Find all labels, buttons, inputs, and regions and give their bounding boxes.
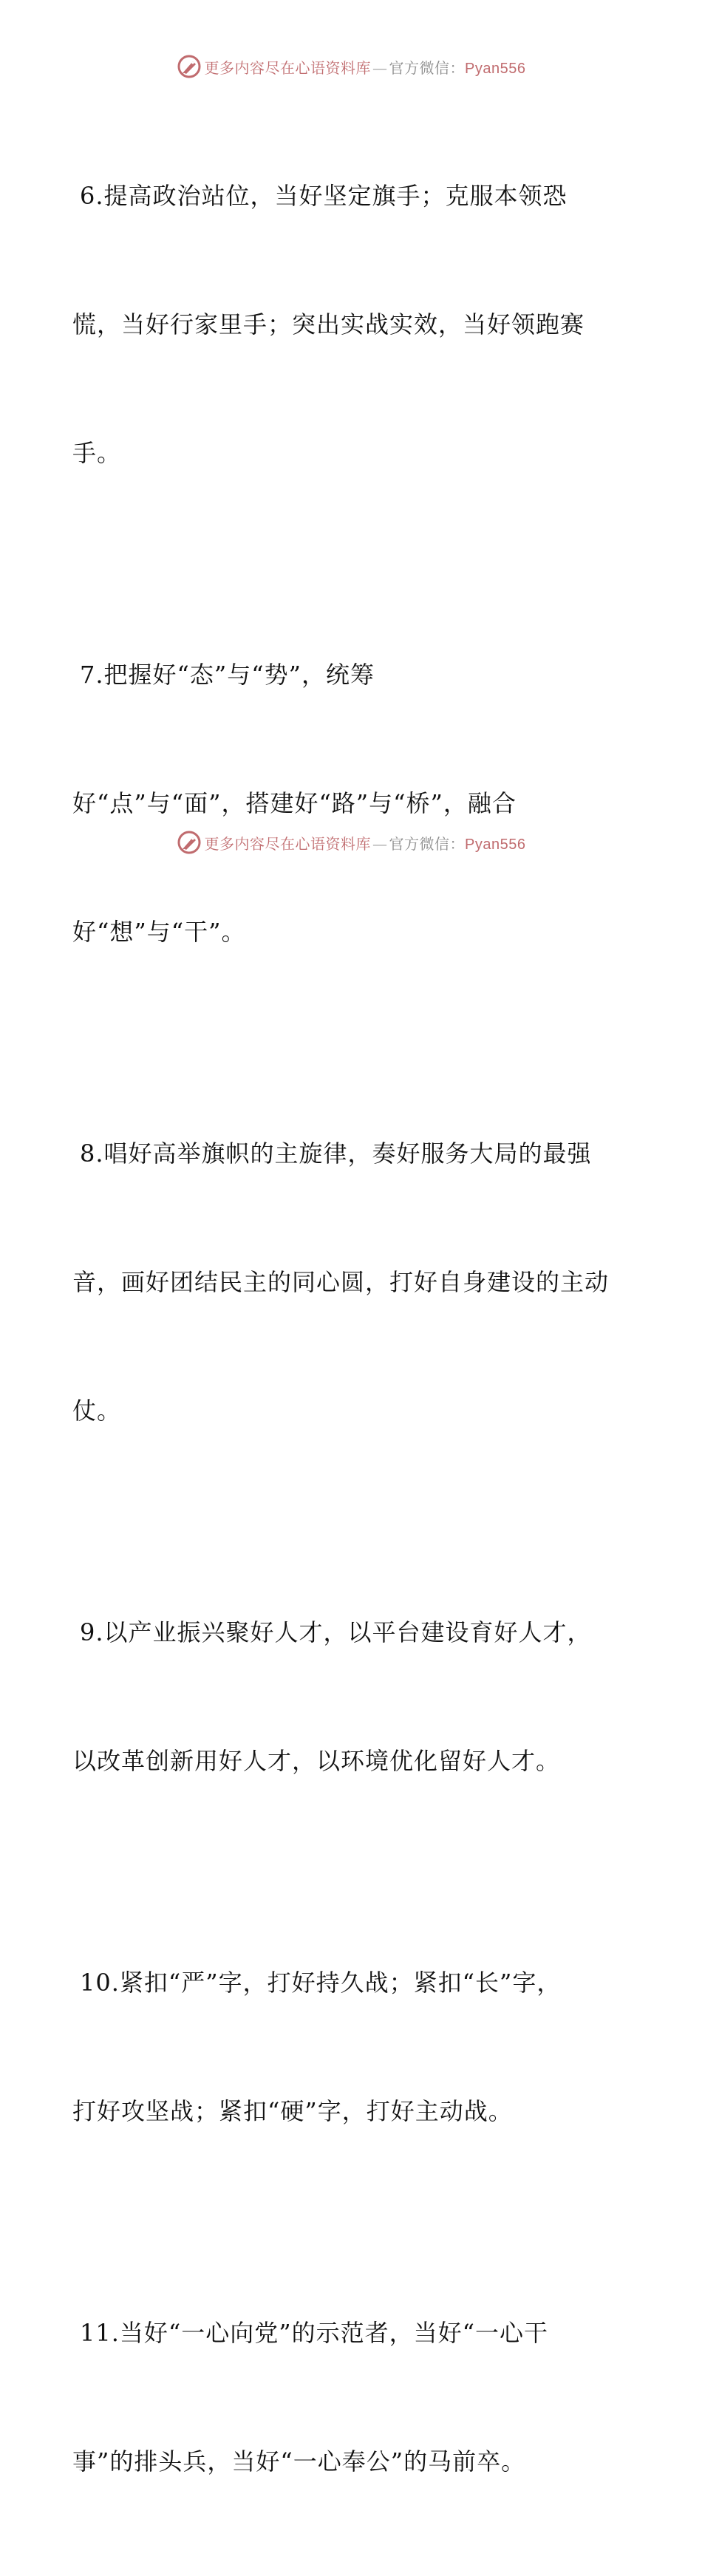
header-watermark [0, 52, 702, 81]
list-item [72, 89, 634, 560]
watermark-brand: 更多内容尽在心语资料库 [204, 834, 372, 853]
item-line: 以改革创新用好人才，以环境优化留好人才。 [72, 1747, 561, 1775]
item-line: 9.以产业振兴聚好人才，以平台建设育好人才， [80, 1618, 592, 1646]
item-line: 6.提高政治站位，当好坚定旗手；克服本领恐 [80, 182, 568, 210]
watermark-text [205, 832, 526, 853]
watermark-text [205, 56, 526, 78]
item-line: 打好攻坚战；紧扣“硬”字，打好主动战。 [72, 2097, 513, 2125]
item-line: 11.当好“一心向党”的示范者，当好“一心干 [80, 2319, 548, 2347]
item-line: 慌，当好行家里手；突出实战实效，当好领跑赛 [72, 310, 585, 338]
item-line: 8.唱好高举旗帜的主旋律，奏好服务大局的最强 [80, 1139, 592, 1168]
item-line: 10.紧扣“严”字，打好持久战；紧扣“长”字， [80, 1969, 562, 1997]
item-line: 音，画好团结民主的同心圆，打好自身建设的主动 [72, 1268, 610, 1296]
item-line: 好“点”与“面”，搭建好“路”与“桥”，融合 [72, 789, 517, 817]
pen-nib-logo-icon [177, 54, 202, 79]
watermark-separator: — [372, 834, 388, 853]
pen-nib-logo-icon [177, 830, 202, 855]
watermark-wechat-label: 官方微信： [389, 834, 466, 853]
watermark-separator: — [372, 58, 388, 77]
document-body [72, 89, 634, 2576]
footer-watermark [0, 828, 702, 857]
item-line: 手。 [72, 439, 122, 467]
list-item [72, 568, 634, 1039]
item-line: 仗。 [72, 1397, 122, 1425]
item-line: 好“想”与“干”。 [72, 918, 246, 946]
watermark-wechat-id: Pyan556 [465, 60, 526, 77]
item-line: 7.把握好“态”与“势”，统筹 [80, 661, 375, 689]
watermark-brand: 更多内容尽在心语资料库 [204, 58, 372, 77]
item-line: 事”的排头兵，当好“一心奉公”的马前卒。 [72, 2447, 526, 2476]
watermark-wechat-id: Pyan556 [465, 836, 526, 853]
list-item [72, 1875, 634, 2218]
list-item [72, 2226, 634, 2569]
list-item [72, 1525, 634, 1868]
list-item [72, 1046, 634, 1518]
watermark-wechat-label: 官方微信： [389, 58, 466, 77]
